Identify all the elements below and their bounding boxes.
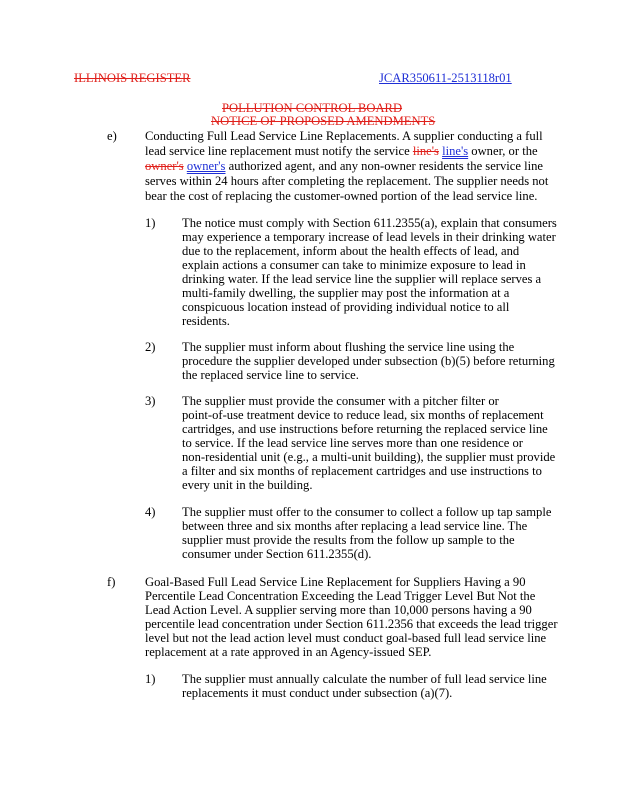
section-e-line xyxy=(145,144,538,159)
section-e-line: Conducting Full Lead Service Line Replacements. A supplier conducting a full xyxy=(145,129,543,143)
item-e3-line: cartridges, and use instructions before returning the replaced service line xyxy=(182,422,548,436)
item-e1-line: residents. xyxy=(182,314,230,328)
item-e2-line: The supplier must inform about flushing the service line using the xyxy=(182,340,515,354)
section-e-line xyxy=(145,159,543,174)
item-e3-line: every unit in the building. xyxy=(182,478,313,492)
section-f-line: Goal-Based Full Lead Service Line Replacement for Suppliers Having a 90 xyxy=(145,575,526,589)
section-f-label: f) xyxy=(107,575,116,589)
section-e-line: serves within 24 hours after completing the replacement. The supplier needs not xyxy=(145,174,549,188)
text-span: lead service line replacement must notify the service xyxy=(145,144,413,158)
item-e4-line: supplier must provide the results from the follow up sample to the xyxy=(182,533,515,547)
item-e4-line: consumer under Section 611.2355(d). xyxy=(182,547,372,561)
item-e1-line: due to the replacement, inform about the health effects of lead, and xyxy=(182,244,520,258)
text-span: owner, or the xyxy=(468,144,538,158)
item-e1-line: explain actions a consumer can take to minimize exposure to lead in xyxy=(182,258,526,272)
section-e-line: bear the cost of replacing the customer-owned portion of the lead service line. xyxy=(145,189,538,203)
item-f1-line: The supplier must annually calculate the number of full lead service line xyxy=(182,672,547,686)
item-e3-line: a filter and six months of replacement cartridges and use instructions to xyxy=(182,464,542,478)
item-e2-label: 2) xyxy=(145,340,156,354)
agency-title: POLLUTION CONTROL BOARD xyxy=(222,101,403,115)
item-e1-line: may experience a temporary increase of lead levels in their drinking water xyxy=(182,230,556,244)
item-e3-line: to service. If the lead service line serves more than one residence or xyxy=(182,436,523,450)
item-e2-line: procedure the supplier developed under subsection (b)(5) before returning xyxy=(182,354,555,368)
item-e1-label: 1) xyxy=(145,216,156,230)
section-f-line: Percentile Lead Concentration Exceeding the Lead Trigger Level But Not the xyxy=(145,589,536,603)
item-e1-line: conspicuous location instead of providing individual notice to all xyxy=(182,300,510,314)
item-e3-label: 3) xyxy=(145,394,156,408)
item-e1-line: The notice must comply with Section 611.2355(a), explain that consumers xyxy=(182,216,557,230)
section-e-label: e) xyxy=(107,129,117,143)
inserted-text: line's xyxy=(442,144,469,158)
text-span: authorized agent, and any non-owner residents the service line xyxy=(225,159,543,173)
item-e4-label: 4) xyxy=(145,505,156,519)
notice-title: NOTICE OF PROPOSED AMENDMENTS xyxy=(211,114,436,128)
item-e1-line: multi-family dwelling, the supplier may post the information at a xyxy=(182,286,510,300)
item-e3-line: point-of-use treatment device to reduce lead, six months of replacement xyxy=(182,408,544,422)
item-e4-line: The supplier must offer to the consumer to collect a follow up tap sample xyxy=(182,505,552,519)
register-header-left: ILLINOIS REGISTER xyxy=(74,71,191,85)
inserted-text: owner's xyxy=(186,159,226,173)
section-f-line: percentile lead concentration under Section 611.2356 that exceeds the lead trigger xyxy=(145,617,558,631)
deleted-text: owner's xyxy=(145,159,184,173)
item-e2-line: the replaced service line to service. xyxy=(182,368,359,382)
register-header-right: JCAR350611-2513118r01 xyxy=(379,71,512,85)
item-e3-line: The supplier must provide the consumer with a pitcher filter or xyxy=(182,394,499,408)
item-e3-line: non-residential unit (e.g., a multi-unit building), the supplier must provide xyxy=(182,450,556,464)
section-f-line: Lead Action Level. A supplier serving more than 10,000 persons having a 90 xyxy=(145,603,532,617)
item-e1-line: drinking water. If the lead service line the supplier will replace serves a xyxy=(182,272,542,286)
section-f-line: replacement at a rate approved in an Agency-issued SEP. xyxy=(145,645,432,659)
deleted-text: line's xyxy=(412,144,439,158)
item-f1-label: 1) xyxy=(145,672,156,686)
section-f-line: level but not the lead action level must conduct goal-based full lead service line xyxy=(145,631,547,645)
item-f1-line: replacements it must conduct under subsection (a)(7). xyxy=(182,686,453,700)
item-e4-line: between three and six months after replacing a lead service line. The xyxy=(182,519,528,533)
